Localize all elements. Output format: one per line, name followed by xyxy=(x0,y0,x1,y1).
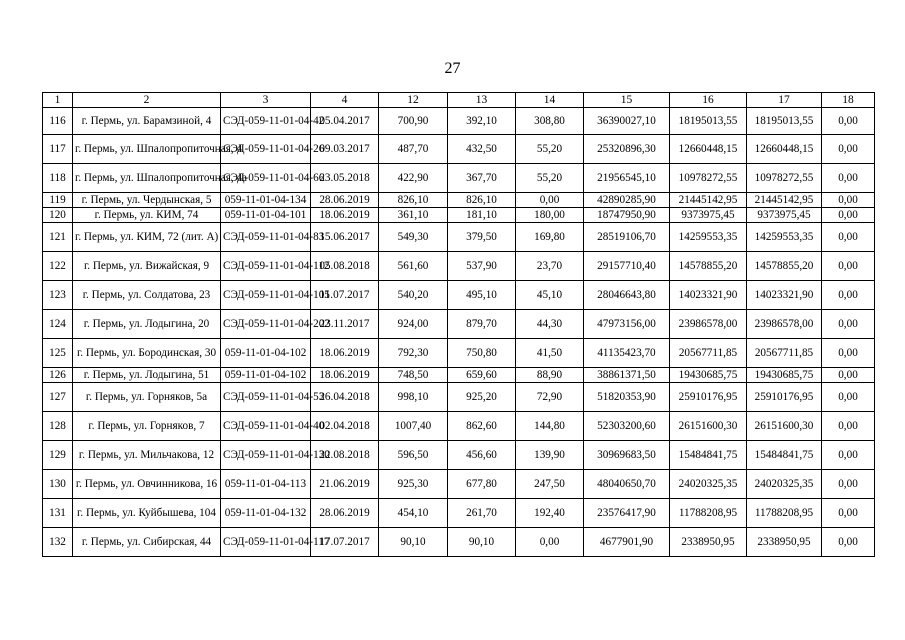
col17-cell: 9373975,45 xyxy=(747,208,822,223)
col16-cell: 14023321,90 xyxy=(670,281,747,310)
document-code-cell: СЭД-059-11-01-04-117 xyxy=(221,528,311,557)
document-code-cell: 059-11-01-04-113 xyxy=(221,470,311,499)
col12-cell: 540,20 xyxy=(379,281,448,310)
col13-cell: 495,10 xyxy=(448,281,516,310)
row-number-cell: 119 xyxy=(43,193,73,208)
col12-cell: 596,50 xyxy=(379,441,448,470)
row-number-cell: 127 xyxy=(43,383,73,412)
date-cell: 11.07.2017 xyxy=(311,281,379,310)
table-row xyxy=(43,193,875,208)
page-number: 27 xyxy=(444,60,461,77)
col18-cell: 0,00 xyxy=(822,310,875,339)
col13-cell: 90,10 xyxy=(448,528,516,557)
col12-cell: 90,10 xyxy=(379,528,448,557)
col13-cell: 659,60 xyxy=(448,368,516,383)
col16-cell: 20567711,85 xyxy=(670,339,747,368)
col15-cell: 18747950,90 xyxy=(584,208,670,223)
document-code-cell: СЭД-059-11-01-04-26 xyxy=(221,135,311,164)
col17-cell: 14259553,35 xyxy=(747,223,822,252)
col13-cell: 392,10 xyxy=(448,108,516,135)
col15-cell: 52303200,60 xyxy=(584,412,670,441)
col14-cell: 144,80 xyxy=(516,412,584,441)
table-row xyxy=(43,208,875,223)
col17-cell: 25910176,95 xyxy=(747,383,822,412)
col13-cell: 862,60 xyxy=(448,412,516,441)
col16-cell: 14578855,20 xyxy=(670,252,747,281)
col17-cell: 12660448,15 xyxy=(747,135,822,164)
address-cell: г. Пермь, ул. Лодыгина, 20 xyxy=(73,310,221,339)
date-cell: 18.06.2019 xyxy=(311,339,379,368)
col17-cell: 19430685,75 xyxy=(747,368,822,383)
col17-cell: 14023321,90 xyxy=(747,281,822,310)
header-row xyxy=(43,93,875,108)
col14-cell: 180,00 xyxy=(516,208,584,223)
row-number-cell: 120 xyxy=(43,208,73,223)
address-cell: г. Пермь, ул. Шпалопропиточная, 4 xyxy=(73,135,221,164)
col14-cell: 308,80 xyxy=(516,108,584,135)
table-row xyxy=(43,412,875,441)
row-number-cell: 124 xyxy=(43,310,73,339)
table-row xyxy=(43,108,875,135)
col17-cell: 24020325,35 xyxy=(747,470,822,499)
date-cell: 18.06.2019 xyxy=(311,368,379,383)
col16-cell: 2338950,95 xyxy=(670,528,747,557)
row-number-cell: 123 xyxy=(43,281,73,310)
col18-cell: 0,00 xyxy=(822,412,875,441)
address-cell: г. Пермь, ул. КИМ, 74 xyxy=(73,208,221,223)
col17-cell: 20567711,85 xyxy=(747,339,822,368)
table-row xyxy=(43,339,875,368)
col15-cell: 23576417,90 xyxy=(584,499,670,528)
document-code-cell: СЭД-059-11-01-04-40 xyxy=(221,412,311,441)
date-cell: 28.06.2019 xyxy=(311,193,379,208)
col17-cell: 18195013,55 xyxy=(747,108,822,135)
row-number-cell: 128 xyxy=(43,412,73,441)
col12-cell: 826,10 xyxy=(379,193,448,208)
column-header: 14 xyxy=(516,93,584,108)
col13-cell: 826,10 xyxy=(448,193,516,208)
table-row xyxy=(43,252,875,281)
col13-cell: 925,20 xyxy=(448,383,516,412)
col15-cell: 47973156,00 xyxy=(584,310,670,339)
document-code-cell: 059-11-01-04-102 xyxy=(221,339,311,368)
document-code-cell: СЭД-059-11-01-04-105 xyxy=(221,281,311,310)
col14-cell: 55,20 xyxy=(516,164,584,193)
col15-cell: 4677901,90 xyxy=(584,528,670,557)
document-code-cell: 059-11-01-04-134 xyxy=(221,193,311,208)
col14-cell: 0,00 xyxy=(516,528,584,557)
table-row xyxy=(43,310,875,339)
address-cell: г. Пермь, ул. Овчинникова, 16 xyxy=(73,470,221,499)
address-cell: г. Пермь, ул. Горняков, 5а xyxy=(73,383,221,412)
col16-cell: 19430685,75 xyxy=(670,368,747,383)
col12-cell: 454,10 xyxy=(379,499,448,528)
col18-cell: 0,00 xyxy=(822,339,875,368)
col15-cell: 41135423,70 xyxy=(584,339,670,368)
date-cell: 17.07.2017 xyxy=(311,528,379,557)
col17-cell: 2338950,95 xyxy=(747,528,822,557)
document-code-cell: 059-11-01-04-102 xyxy=(221,368,311,383)
col12-cell: 998,10 xyxy=(379,383,448,412)
column-header: 15 xyxy=(584,93,670,108)
column-header: 3 xyxy=(221,93,311,108)
col18-cell: 0,00 xyxy=(822,208,875,223)
table-row xyxy=(43,383,875,412)
column-header: 12 xyxy=(379,93,448,108)
col14-cell: 45,10 xyxy=(516,281,584,310)
col13-cell: 379,50 xyxy=(448,223,516,252)
col17-cell: 10978272,55 xyxy=(747,164,822,193)
document-code-cell: СЭД-059-11-01-04-66 xyxy=(221,164,311,193)
table-row xyxy=(43,164,875,193)
date-cell: 23.05.2018 xyxy=(311,164,379,193)
row-number-cell: 125 xyxy=(43,339,73,368)
date-cell: 18.06.2019 xyxy=(311,208,379,223)
col14-cell: 44,30 xyxy=(516,310,584,339)
col13-cell: 879,70 xyxy=(448,310,516,339)
table-row xyxy=(43,135,875,164)
document-code-cell: СЭД-059-11-01-04-42 xyxy=(221,108,311,135)
col12-cell: 700,90 xyxy=(379,108,448,135)
col14-cell: 192,40 xyxy=(516,499,584,528)
col17-cell: 15484841,75 xyxy=(747,441,822,470)
date-cell: 23.11.2017 xyxy=(311,310,379,339)
row-number-cell: 117 xyxy=(43,135,73,164)
col18-cell: 0,00 xyxy=(822,368,875,383)
row-number-cell: 122 xyxy=(43,252,73,281)
col13-cell: 537,90 xyxy=(448,252,516,281)
table-row xyxy=(43,528,875,557)
date-cell: 02.04.2018 xyxy=(311,412,379,441)
col16-cell: 9373975,45 xyxy=(670,208,747,223)
register-table xyxy=(42,92,875,557)
col18-cell: 0,00 xyxy=(822,135,875,164)
col13-cell: 456,60 xyxy=(448,441,516,470)
col12-cell: 422,90 xyxy=(379,164,448,193)
table-row xyxy=(43,499,875,528)
address-cell: г. Пермь, ул. Барамзиной, 4 xyxy=(73,108,221,135)
document-code-cell: 059-11-01-04-101 xyxy=(221,208,311,223)
col18-cell: 0,00 xyxy=(822,252,875,281)
col14-cell: 41,50 xyxy=(516,339,584,368)
address-cell: г. Пермь, ул. Вижайская, 9 xyxy=(73,252,221,281)
document-code-cell: СЭД-059-11-01-04-53 xyxy=(221,383,311,412)
col13-cell: 181,10 xyxy=(448,208,516,223)
table-row xyxy=(43,223,875,252)
row-number-cell: 129 xyxy=(43,441,73,470)
table-row xyxy=(43,470,875,499)
document-code-cell: СЭД-059-11-01-04-83 xyxy=(221,223,311,252)
col12-cell: 925,30 xyxy=(379,470,448,499)
address-cell: г. Пермь, ул. Сибирская, 44 xyxy=(73,528,221,557)
col14-cell: 23,70 xyxy=(516,252,584,281)
col16-cell: 24020325,35 xyxy=(670,470,747,499)
address-cell: г. Пермь, ул. Шпалопропиточная, 4а xyxy=(73,164,221,193)
date-cell: 09.03.2017 xyxy=(311,135,379,164)
col14-cell: 139,90 xyxy=(516,441,584,470)
col12-cell: 561,60 xyxy=(379,252,448,281)
col15-cell: 25320896,30 xyxy=(584,135,670,164)
date-cell: 28.06.2019 xyxy=(311,499,379,528)
col12-cell: 1007,40 xyxy=(379,412,448,441)
table-row xyxy=(43,281,875,310)
col18-cell: 0,00 xyxy=(822,383,875,412)
col14-cell: 55,20 xyxy=(516,135,584,164)
address-cell: г. Пермь, ул. Лодыгина, 51 xyxy=(73,368,221,383)
col16-cell: 18195013,55 xyxy=(670,108,747,135)
address-cell: г. Пермь, ул. Бородинская, 30 xyxy=(73,339,221,368)
col14-cell: 247,50 xyxy=(516,470,584,499)
col18-cell: 0,00 xyxy=(822,441,875,470)
address-cell: г. Пермь, ул. Чердынская, 5 xyxy=(73,193,221,208)
address-cell: г. Пермь, ул. Горняков, 7 xyxy=(73,412,221,441)
date-cell: 22.08.2018 xyxy=(311,441,379,470)
col12-cell: 487,70 xyxy=(379,135,448,164)
row-number-cell: 131 xyxy=(43,499,73,528)
date-cell: 26.04.2018 xyxy=(311,383,379,412)
col15-cell: 21956545,10 xyxy=(584,164,670,193)
document-code-cell: 059-11-01-04-132 xyxy=(221,499,311,528)
row-number-cell: 118 xyxy=(43,164,73,193)
col16-cell: 10978272,55 xyxy=(670,164,747,193)
col14-cell: 169,80 xyxy=(516,223,584,252)
col15-cell: 38861371,50 xyxy=(584,368,670,383)
col17-cell: 21445142,95 xyxy=(747,193,822,208)
col15-cell: 29157710,40 xyxy=(584,252,670,281)
row-number-cell: 132 xyxy=(43,528,73,557)
address-cell: г. Пермь, ул. Солдатова, 23 xyxy=(73,281,221,310)
row-number-cell: 126 xyxy=(43,368,73,383)
column-header: 16 xyxy=(670,93,747,108)
col12-cell: 748,50 xyxy=(379,368,448,383)
col14-cell: 0,00 xyxy=(516,193,584,208)
col18-cell: 0,00 xyxy=(822,108,875,135)
table-row xyxy=(43,368,875,383)
col17-cell: 26151600,30 xyxy=(747,412,822,441)
col15-cell: 48040650,70 xyxy=(584,470,670,499)
col18-cell: 0,00 xyxy=(822,528,875,557)
col15-cell: 51820353,90 xyxy=(584,383,670,412)
col12-cell: 361,10 xyxy=(379,208,448,223)
col16-cell: 25910176,95 xyxy=(670,383,747,412)
col18-cell: 0,00 xyxy=(822,470,875,499)
col13-cell: 261,70 xyxy=(448,499,516,528)
col15-cell: 28046643,80 xyxy=(584,281,670,310)
address-cell: г. Пермь, ул. Мильчакова, 12 xyxy=(73,441,221,470)
date-cell: 05.08.2018 xyxy=(311,252,379,281)
document-code-cell: СЭД-059-11-01-04-112 xyxy=(221,252,311,281)
col14-cell: 72,90 xyxy=(516,383,584,412)
date-cell: 05.04.2017 xyxy=(311,108,379,135)
date-cell: 15.06.2017 xyxy=(311,223,379,252)
col17-cell: 23986578,00 xyxy=(747,310,822,339)
column-header: 1 xyxy=(43,93,73,108)
column-header: 2 xyxy=(73,93,221,108)
col12-cell: 792,30 xyxy=(379,339,448,368)
table-row xyxy=(43,441,875,470)
col16-cell: 21445142,95 xyxy=(670,193,747,208)
address-cell: г. Пермь, ул. Куйбышева, 104 xyxy=(73,499,221,528)
col16-cell: 26151600,30 xyxy=(670,412,747,441)
col13-cell: 432,50 xyxy=(448,135,516,164)
date-cell: 21.06.2019 xyxy=(311,470,379,499)
column-header: 13 xyxy=(448,93,516,108)
col18-cell: 0,00 xyxy=(822,164,875,193)
col15-cell: 42890285,90 xyxy=(584,193,670,208)
row-number-cell: 116 xyxy=(43,108,73,135)
address-cell: г. Пермь, ул. КИМ, 72 (лит. А) xyxy=(73,223,221,252)
col18-cell: 0,00 xyxy=(822,499,875,528)
row-number-cell: 130 xyxy=(43,470,73,499)
column-header: 18 xyxy=(822,93,875,108)
column-header: 4 xyxy=(311,93,379,108)
col17-cell: 14578855,20 xyxy=(747,252,822,281)
col16-cell: 15484841,75 xyxy=(670,441,747,470)
col17-cell: 11788208,95 xyxy=(747,499,822,528)
col18-cell: 0,00 xyxy=(822,281,875,310)
document-code-cell: СЭД-059-11-01-04-202 xyxy=(221,310,311,339)
col16-cell: 11788208,95 xyxy=(670,499,747,528)
col16-cell: 23986578,00 xyxy=(670,310,747,339)
row-number-cell: 121 xyxy=(43,223,73,252)
col15-cell: 30969683,50 xyxy=(584,441,670,470)
document-code-cell: СЭД-059-11-01-04-130 xyxy=(221,441,311,470)
col13-cell: 677,80 xyxy=(448,470,516,499)
col12-cell: 549,30 xyxy=(379,223,448,252)
col15-cell: 28519106,70 xyxy=(584,223,670,252)
col15-cell: 36390027,10 xyxy=(584,108,670,135)
col16-cell: 14259553,35 xyxy=(670,223,747,252)
col14-cell: 88,90 xyxy=(516,368,584,383)
col13-cell: 750,80 xyxy=(448,339,516,368)
col12-cell: 924,00 xyxy=(379,310,448,339)
column-header: 17 xyxy=(747,93,822,108)
col13-cell: 367,70 xyxy=(448,164,516,193)
col18-cell: 0,00 xyxy=(822,193,875,208)
col18-cell: 0,00 xyxy=(822,223,875,252)
col16-cell: 12660448,15 xyxy=(670,135,747,164)
